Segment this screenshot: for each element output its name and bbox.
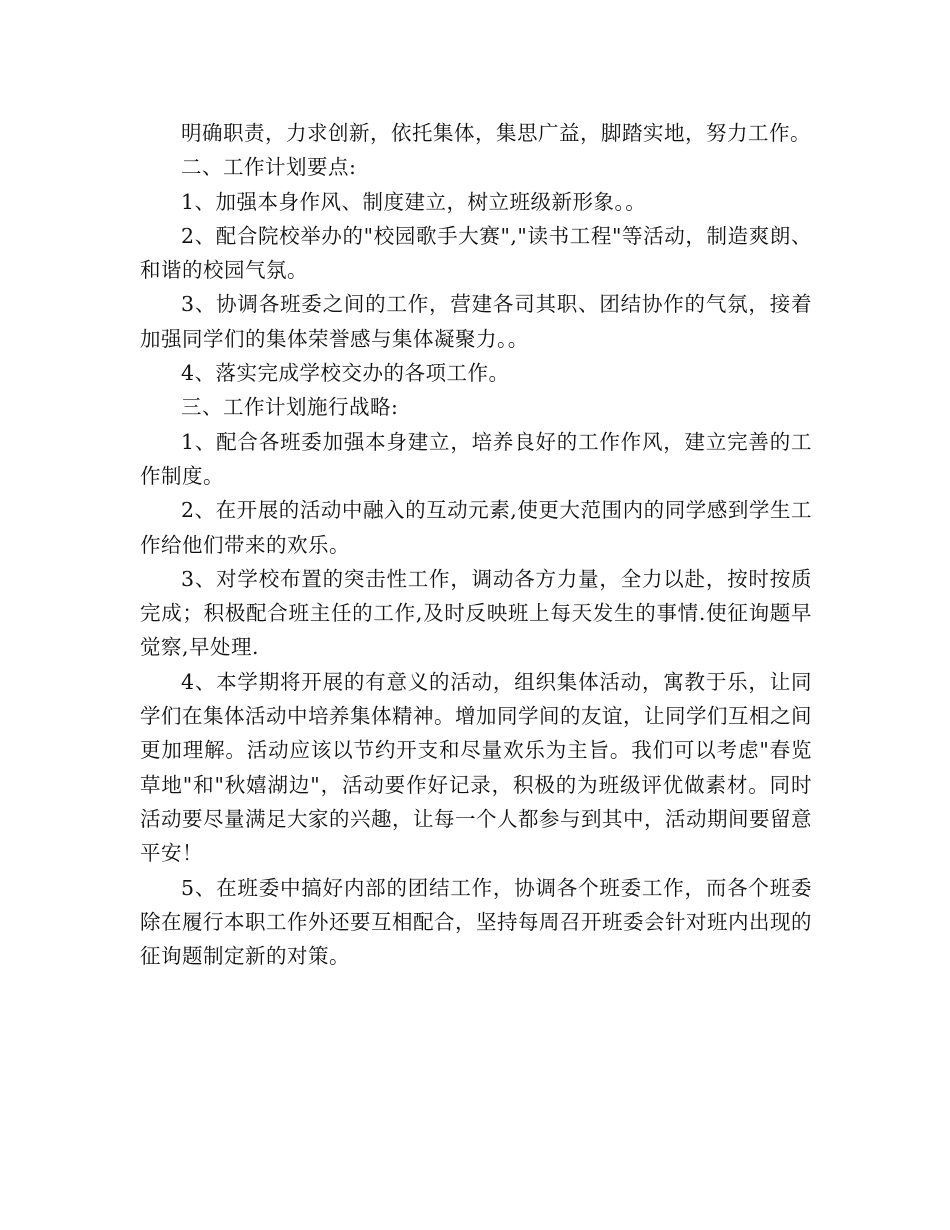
paragraph-2-3: 3、协调各班委之间的工作，营建各司其职、团结协作的气氛，接着加强同学们的集体荣誉感与集体凝聚力。。 xyxy=(140,292,812,351)
section-heading-3: 三、工作计划施行战略: xyxy=(181,395,399,420)
document-body xyxy=(140,116,812,973)
paragraph-3-5: 5、在班委中搞好内部的团结工作，协调各个班委工作，而各个班委除在履行本职工作外还要互相配合，坚持每周召开班委会针对班内出现的征询题制定新的对策。 xyxy=(140,875,812,969)
paragraph-2-4: 4、落实完成学校交办的各项工作。 xyxy=(181,361,510,386)
paragraph-2-1: 1、加强本身作风、制度建立，树立班级新形象。。 xyxy=(181,189,647,214)
paragraph-3-3: 3、对学校布置的突击性工作，调动各方力量，全力以赴，按时按质完成；积极配合班主任的工作,及时反映班上每天发生的事情.使征询题早觉察,早处理. xyxy=(140,566,812,660)
paragraph-3-1: 1、配合各班委加强本身建立，培养良好的工作作风，建立完善的工作制度。 xyxy=(140,429,812,488)
paragraph-intro: 明确职责，力求创新，依托集体，集思广益，脚踏实地，努力工作。 xyxy=(181,121,811,145)
paragraph-3-4: 4、本学期将开展的有意义的活动，组织集体活动，寓教于乐，让同学们在集体活动中培养集体精神。增加同学间的友谊，让同学们互相之间更加理解。活动应该以节约开支和尽量欢乐为主旨。我们可以考虑"春览草地"和"秋嬉湖边"，活动要作好记录，积极的为班级评优做素材。同时活动要尽量满足大家的兴趣，让每一个人都参与到其中，活动期间要留意平安！ xyxy=(140,669,812,866)
section-heading-2: 二、工作计划要点: xyxy=(181,155,357,180)
paragraph-2-2: 2、配合院校举办的"校园歌手大赛","读书工程"等活动，制造爽朗、和谐的校园气氛。 xyxy=(140,223,812,283)
paragraph-3-2: 2、在开展的活动中融入的互动元素,使更大范围内的同学感到学生工作给他们带来的欢乐。 xyxy=(140,498,812,557)
